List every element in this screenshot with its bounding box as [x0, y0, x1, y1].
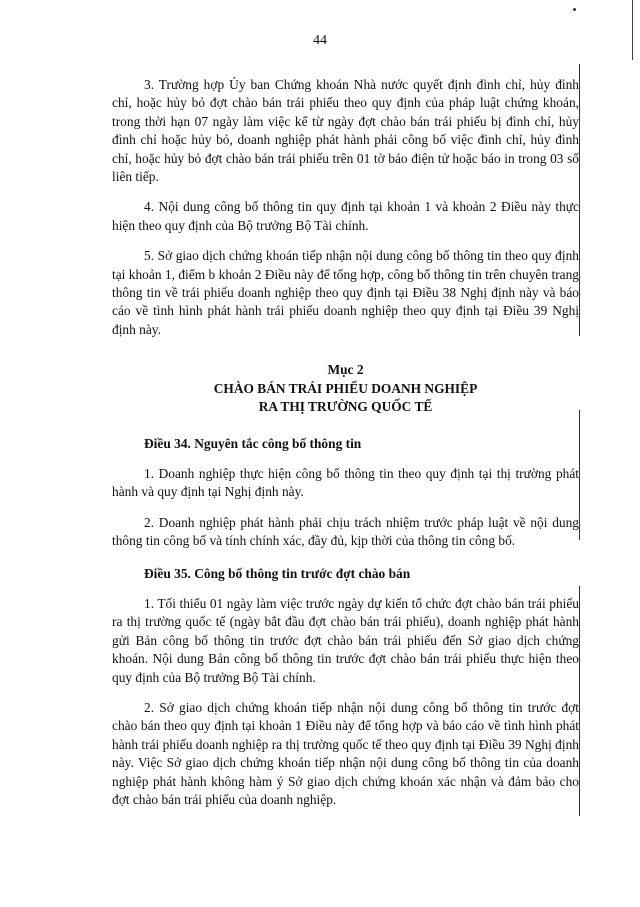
margin-rule-middle [579, 410, 580, 540]
section-title-line2: RA THỊ TRƯỜNG QUỐC TẾ [258, 399, 433, 415]
article-35-heading: Điều 35. Công bố thông tin trước đợt chào bán [144, 565, 411, 581]
article-34-paragraph-1: 1. Doanh nghiệp thực hiện công bố thông tin theo quy định tại thị trường phát hành và quy định tại Nghị định này. [112, 465, 579, 500]
paragraph-5: 5. Sở giao dịch chứng khoán tiếp nhận nội dung công bố thông tin theo quy định tại khoản 1, điểm b khoản 2 Điều này để tổng hợp, công bố thông tin trên chuyên trang thông tin về trái phiếu doanh nghiệp theo quy định tại Điều 38 Nghị định này và báo cáo về tình hình phát hành trái phiếu doanh nghiệp theo quy định tại Điều 39 Nghị định này. [112, 248, 579, 337]
margin-rule-top [579, 64, 580, 336]
paragraph-3: 3. Trường hợp Ủy ban Chứng khoán Nhà nước quyết định đình chỉ, hủy đình chỉ, hoặc hủy bỏ đợt chào bán trái phiếu theo quy định của pháp luật chứng khoán, trong thời hạn 07 ngày làm việc kể từ ngày đợt chào bán trái phiếu bị đình chỉ, hủy đình chỉ hoặc hủy bỏ, doanh nghiệp phát hành phải công bố việc đình chỉ, hủy đình chỉ, hoặc hủy bỏ đợt chào bán trái phiếu trên 01 tờ báo điện tử hoặc báo in trong 03 số liên tiếp. [112, 77, 579, 185]
article-34-paragraph-2: 2. Doanh nghiệp phát hành phải chịu trách nhiệm trước pháp luật về nội dung thông tin công bố và tính chính xác, đầy đủ, kịp thời của thông tin công bố. [112, 514, 579, 549]
section-title-line1: CHÀO BÁN TRÁI PHIẾU DOANH NGHIỆP [213, 380, 478, 396]
paragraph-4: 4. Nội dung công bố thông tin quy định tại khoản 1 và khoản 2 Điều này thực hiện theo quy định của Bộ trưởng Bộ Tài chính. [112, 199, 579, 233]
scan-edge-line [632, 0, 633, 60]
margin-rule-bottom [579, 586, 580, 816]
article-34-heading: Điều 34. Nguyên tắc công bố thông tin [144, 435, 362, 451]
article-35-paragraph-2: 2. Sở giao dịch chứng khoán tiếp nhận nội dung công bố thông tin trước đợt chào bán theo quy định tại khoản 1 Điều này để tổng hợp và báo cáo về tình hình phát hành trái phiếu doanh nghiệp ra thị trường quốc tế theo quy định tại Điều 39 Nghị định này. Việc Sở giao dịch chứng khoán tiếp nhận nội dung công bố thông tin của doanh nghiệp phát hành không hàm ý Sở giao dịch chứng khoán xác nhận và đảm bảo cho đợt chào bán trái phiếu của doanh nghiệp. [112, 699, 579, 807]
page-number: 44 [313, 33, 327, 48]
article-35-paragraph-1: 1. Tối thiểu 01 ngày làm việc trước ngày dự kiến tổ chức đợt chào bán trái phiếu ra thị trường quốc tế (ngày bắt đầu đợt chào bán trái phiếu), doanh nghiệp phát hành gửi Bản công bố thông tin trước đợt chào bán trái phiếu đến Sở giao dịch chứng khoán. Nội dung Bản công bố thông tin trước đợt chào bán trái phiếu thực hiện theo quy định của Bộ trưởng Bộ Tài chính. [112, 595, 579, 685]
section-label: Mục 2 [327, 362, 364, 378]
scan-speck [573, 8, 576, 11]
document-body [112, 76, 579, 821]
